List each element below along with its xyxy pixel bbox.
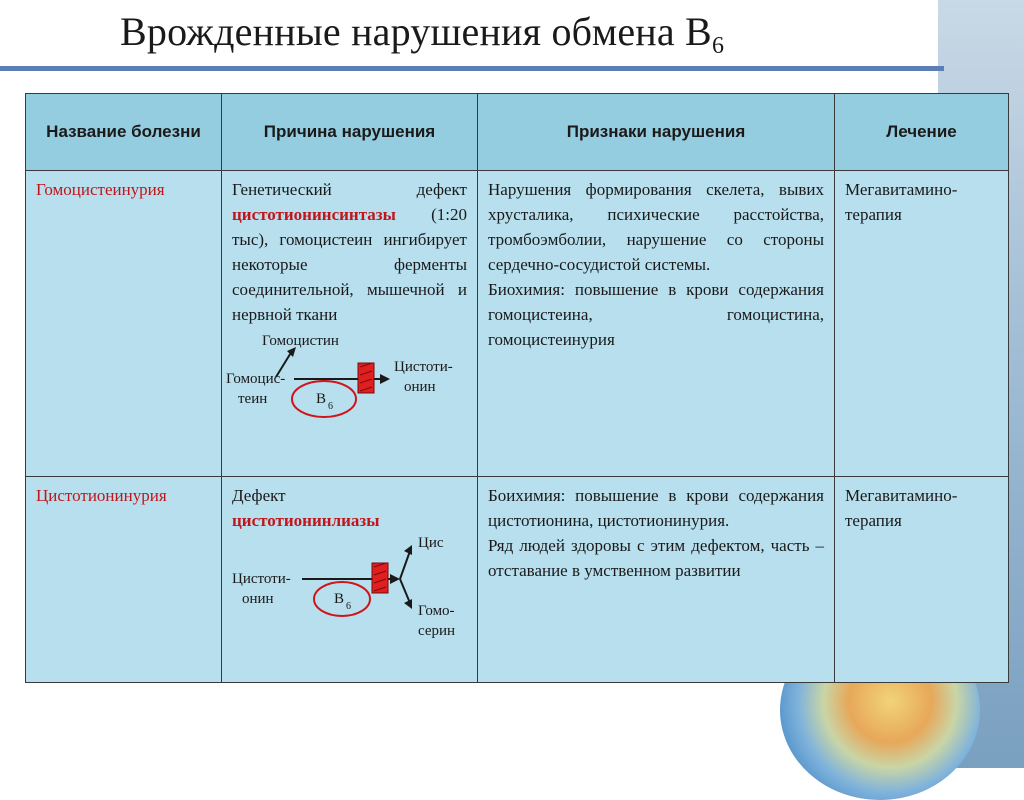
enzyme-name: цистотионинлиазы	[232, 511, 380, 530]
scheme-product-2: онин	[404, 379, 436, 395]
scheme-product-2a: Гомо-	[418, 603, 455, 619]
header-cause: Причина нарушения	[222, 94, 478, 171]
scheme-top-product: Гомоцистин	[262, 333, 339, 349]
reaction-scheme	[232, 533, 468, 643]
scheme-branch-down	[400, 579, 410, 603]
header-signs: Признаки нарушения	[478, 94, 835, 171]
scheme-substrate-2: теин	[238, 391, 268, 407]
cause-text: Генетический дефект цистотионинсинтазы (1:20 тыс), гомоцистеин ингибирует некоторые ферменты соединительной, мышечной и нервной ткани	[232, 180, 467, 324]
cause-cell	[222, 171, 478, 477]
scheme-substrate-1: Гомоцис-	[226, 371, 286, 387]
scheme-substrate-1: Цистоти-	[232, 571, 291, 587]
treatment-cell: Мегавитамино-терапия	[835, 477, 1009, 683]
scheme-product-2b: серин	[418, 623, 456, 639]
title-divider	[0, 66, 944, 71]
disorders-table	[25, 93, 1009, 683]
table-header-row	[26, 94, 1009, 171]
treatment-cell: Мегавитамино-терапия	[835, 171, 1009, 477]
svg-text:6: 6	[346, 601, 351, 612]
disease-name: Цистотионинурия	[26, 477, 222, 683]
header-disease-name: Название болезни	[26, 94, 222, 171]
arrowhead-icon	[390, 574, 400, 584]
svg-text:6: 6	[328, 401, 333, 412]
enzyme-block-icon	[358, 363, 374, 393]
arrowhead-icon	[404, 545, 412, 555]
disease-name: Гомоцистеинурия	[26, 171, 222, 477]
table-row	[26, 477, 1009, 683]
cause-cell: Дефект цистотионинлиазы Цистоти- онин Цис Гомо- серин B 6	[222, 477, 478, 683]
header-treatment: Лечение	[835, 94, 1009, 171]
scheme-product-1: Цис	[418, 535, 444, 551]
signs-cell: Нарушения формирования скелета, вывих хрусталика, психические расстойства, тромбоэмболии, нарушение со стороны сердечно-сосудистой системы. Биохимия: повышение в крови содержания гомоцистеина, гомоцистина, гомоцистеинурия	[478, 171, 835, 477]
page-title: Врожденные нарушения обмена $В_6$	[120, 9, 725, 59]
scheme-cofactor: B	[316, 391, 327, 407]
arrowhead-icon	[380, 374, 390, 384]
reaction-scheme	[226, 327, 468, 419]
scheme-substrate-2: онин	[242, 591, 274, 607]
signs-cell: Боихимия: повышение в крови содержания цистотионина, цистотионинурия. Ряд людей здоровы с этим дефектом, часть – отставание в умственном развитии	[478, 477, 835, 683]
scheme-product-1: Цистоти-	[394, 359, 453, 375]
enzyme-name: цистотионинсинтазы	[232, 205, 396, 224]
enzyme-block-icon	[372, 563, 388, 593]
table-row	[26, 171, 1009, 477]
scheme-cofactor: B	[334, 591, 345, 607]
scheme-branch-up	[400, 551, 410, 579]
